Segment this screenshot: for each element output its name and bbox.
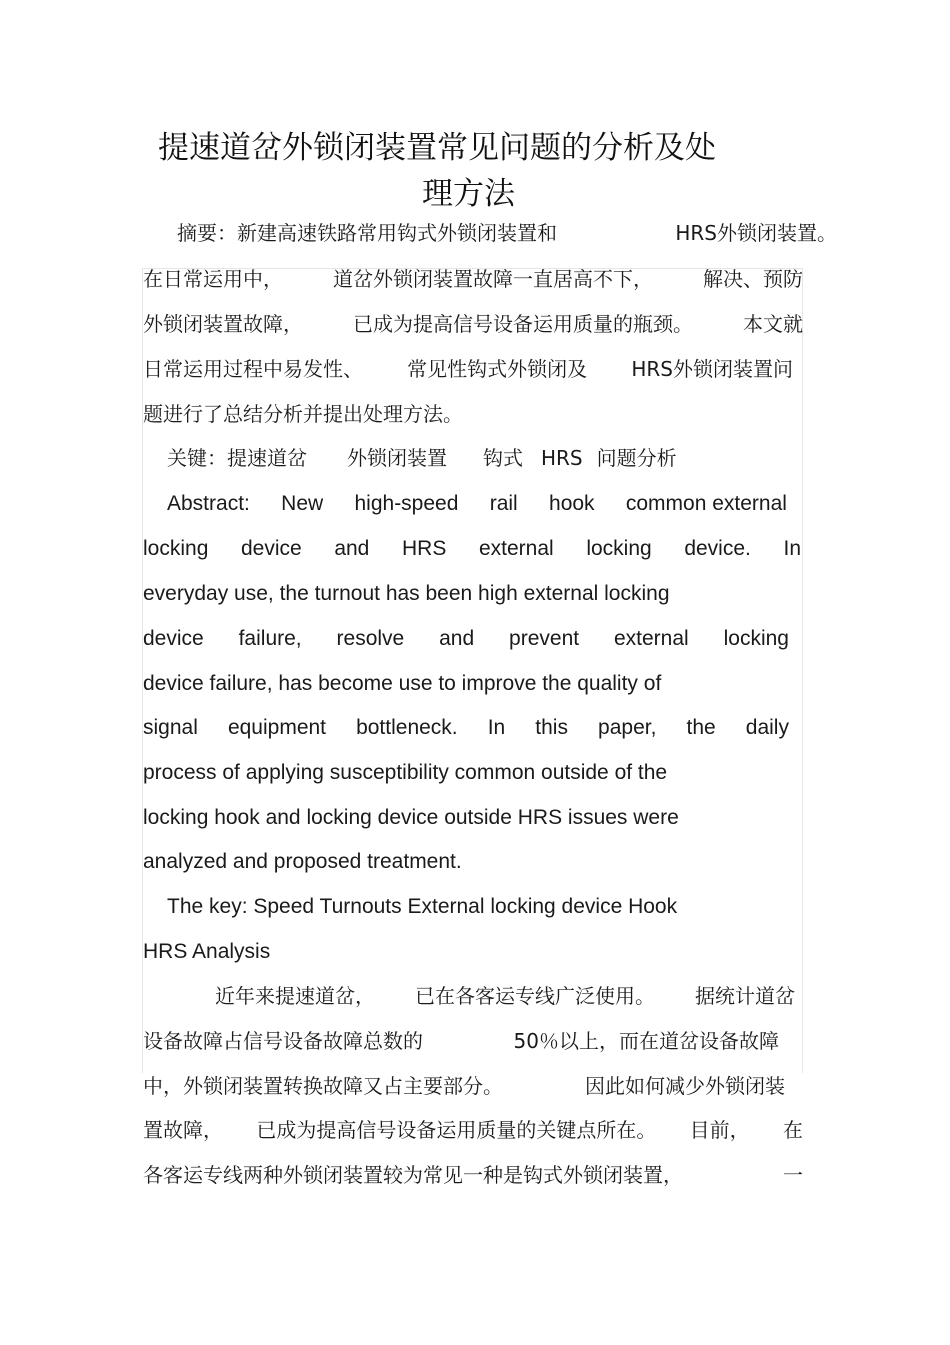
body-line-2: 设备故障占信号设备故障总数的 50％以上，而在道岔设备故障 bbox=[143, 1029, 779, 1053]
abstract-cn-line-2: 在日常运用中， 道岔外锁闭装置故障一直居高不下， 解决、预防 bbox=[143, 267, 803, 291]
keywords-en-line-1: The key: Speed Turnouts External locking device Hook bbox=[167, 895, 678, 918]
keywords-en-line-2: HRS Analysis bbox=[143, 940, 271, 963]
abstract-en-line-8: locking hook and locking device outside HRS issues were bbox=[143, 806, 679, 829]
abstract-en-line-4: device failure, resolve and prevent external locking bbox=[143, 627, 789, 650]
abstract-en-line-6: signal equipment bottleneck. In this paper, the daily bbox=[143, 716, 789, 739]
body-line-1: 近年来提速道岔， 已在各客运专线广泛使用。 据统计道岔 bbox=[215, 984, 795, 1008]
title-line-1: 提速道岔外锁闭装置常见问题的分析及处 bbox=[158, 130, 716, 166]
abstract-cn-line-1: 摘要：新建高速铁路常用钩式外锁闭装置和 HRS外锁闭装置。 bbox=[177, 221, 837, 245]
abstract-en-line-3: everyday use, the turnout has been high external locking bbox=[143, 582, 670, 605]
title-line-2: 理方法 bbox=[422, 176, 515, 212]
keywords-cn: 关键：提速道岔 外锁闭装置 钩式 HRS 问题分析 bbox=[167, 446, 677, 470]
body-line-5: 各客运专线两种外锁闭装置较为常见一种是钩式外锁闭装置， 一 bbox=[143, 1163, 803, 1187]
abstract-en-line-2: locking device and HRS external locking device. In bbox=[143, 537, 801, 560]
abstract-cn-line-5: 题进行了总结分析并提出处理方法。 bbox=[143, 402, 463, 426]
abstract-cn-line-4: 日常运用过程中易发性、 常见性钩式外锁闭及 HRS外锁闭装置问 bbox=[143, 357, 793, 381]
abstract-en-line-9: analyzed and proposed treatment. bbox=[143, 850, 462, 873]
abstract-cn-line-3: 外锁闭装置故障， 已成为提高信号设备运用质量的瓶颈。 本文就 bbox=[143, 312, 803, 336]
abstract-en-line-5: device failure, has become use to improve the quality of bbox=[143, 672, 662, 695]
abstract-en-line-7: process of applying susceptibility common outside of the bbox=[143, 761, 668, 784]
body-line-3: 中，外锁闭装置转换故障又占主要部分。 因此如何减少外锁闭装 bbox=[143, 1074, 785, 1098]
body-line-4: 置故障， 已成为提高信号设备运用质量的关键点所在。 目前， 在 bbox=[143, 1118, 803, 1142]
abstract-en-line-1: Abstract: New high-speed rail hook common external bbox=[167, 492, 787, 515]
